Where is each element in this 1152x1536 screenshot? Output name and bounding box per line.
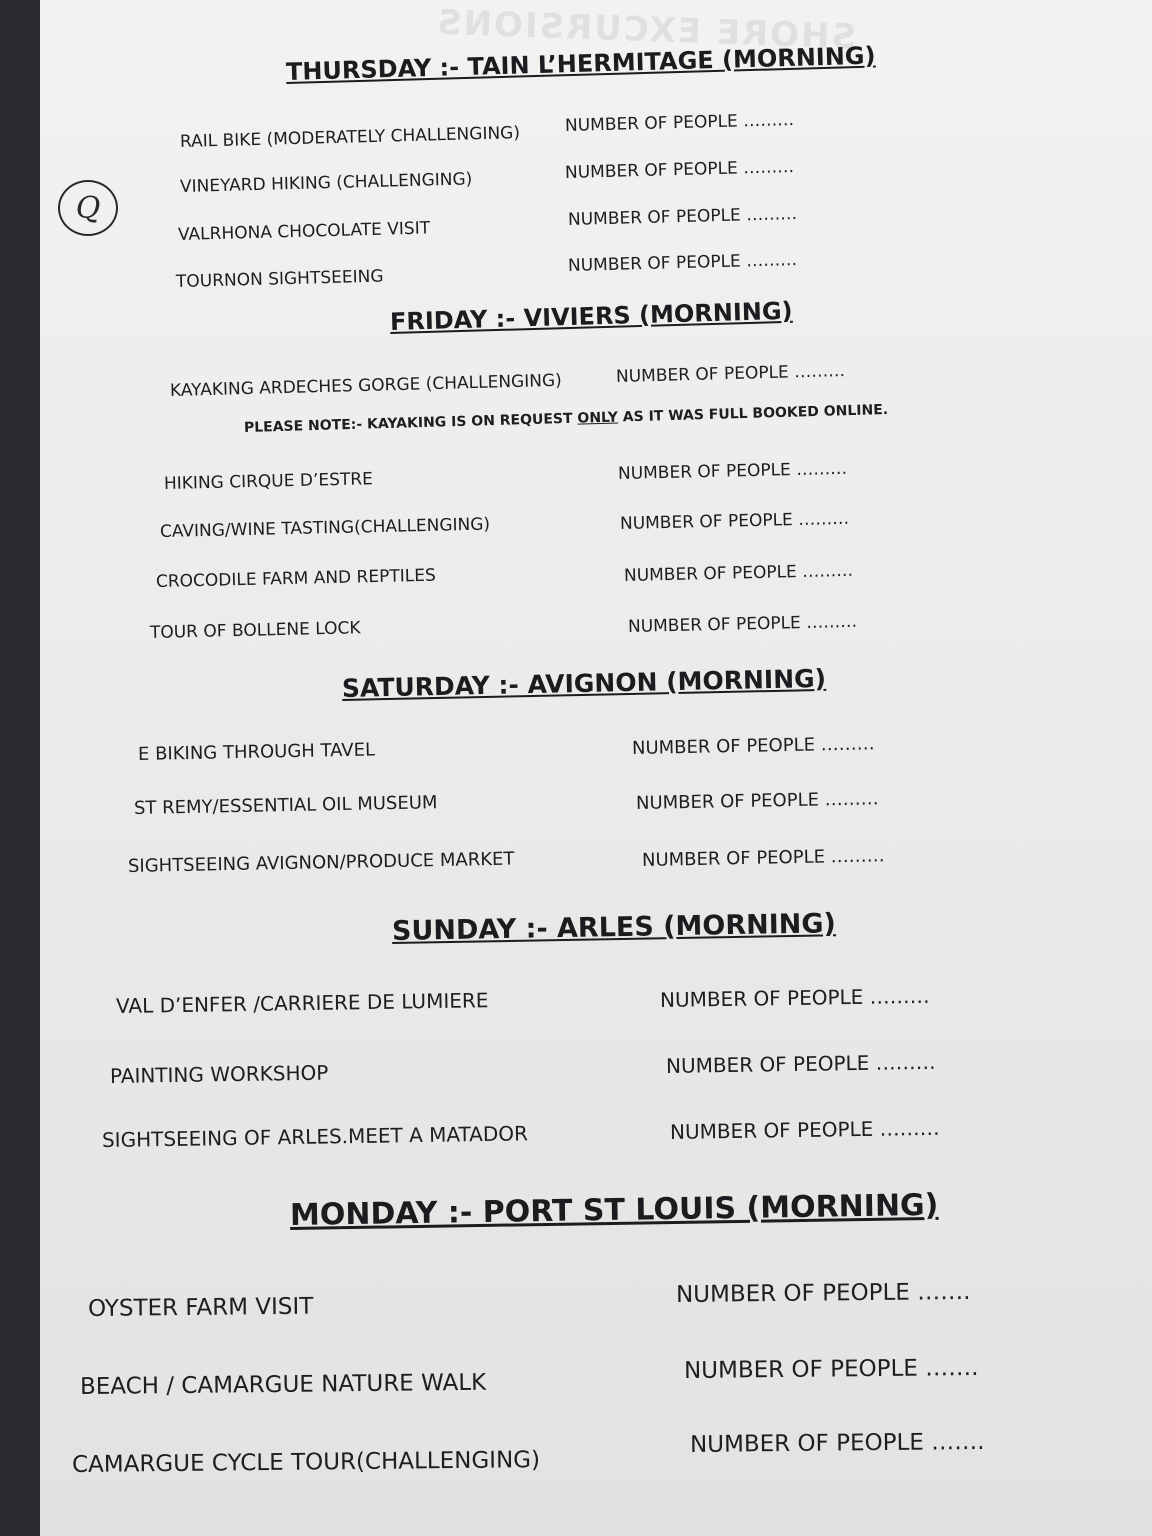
activity-label: TOURNON SIGHTSEEING — [175, 266, 384, 292]
activity-label: RAIL BIKE (MODERATELY CHALLENGING) — [179, 123, 521, 152]
note-text-start: PLEASE NOTE:- KAYAKING IS ON REQUEST — [243, 410, 578, 436]
people-count-field: NUMBER OF PEOPLE ……… — [665, 1049, 936, 1078]
people-count-field: NUMBER OF PEOPLE ……… — [669, 1115, 940, 1144]
people-count-field: NUMBER OF PEOPLE ……. — [689, 1428, 985, 1458]
handwritten-circle-mark: Q — [58, 180, 118, 236]
saturday-heading: SATURDAY :- AVIGNON (MORNING) — [341, 663, 827, 703]
people-count-field: NUMBER OF PEOPLE ……… — [564, 157, 795, 183]
activity-label: CAVING/WINE TASTING(CHALLENGING) — [159, 514, 491, 542]
note-text-end: AS IT WAS FULL BOOKED ONLINE. — [617, 402, 889, 426]
activity-label: CAMARGUE CYCLE TOUR(CHALLENGING) — [71, 1447, 541, 1478]
people-count-field: NUMBER OF PEOPLE ……… — [623, 560, 854, 586]
people-count-field: NUMBER OF PEOPLE ……… — [627, 611, 858, 637]
kayaking-note — [244, 402, 889, 436]
people-count-field: NUMBER OF PEOPLE ……… — [564, 110, 795, 136]
monday-heading: MONDAY :- PORT ST LOUIS (MORNING) — [289, 1187, 939, 1233]
activity-label: VALRHONA CHOCOLATE VISIT — [177, 218, 431, 245]
people-count-field: NUMBER OF PEOPLE ……… — [567, 204, 798, 230]
activity-label: VAL D’ENFER /CARRIERE DE LUMIERE — [115, 988, 489, 1018]
activity-label: CROCODILE FARM AND REPTILES — [155, 565, 436, 592]
people-count-field: NUMBER OF PEOPLE ……. — [683, 1354, 979, 1384]
activity-label: PAINTING WORKSHOP — [109, 1060, 329, 1088]
people-count-field: NUMBER OF PEOPLE ……… — [635, 788, 879, 814]
activity-label: KAYAKING ARDECHES GORGE (CHALLENGING) — [169, 370, 563, 401]
activity-label: ST REMY/ESSENTIAL OIL MUSEUM — [133, 792, 438, 819]
activity-label: TOUR OF BOLLENE LOCK — [149, 618, 361, 643]
activity-label: VINEYARD HIKING (CHALLENGING) — [179, 169, 473, 197]
people-count-field: NUMBER OF PEOPLE ……… — [631, 733, 875, 759]
thursday-heading: THURSDAY :- TAIN L’HERMITAGE (MORNING) — [285, 41, 876, 86]
bleed-through-text: SHORE EXCURSIONS — [434, 2, 857, 58]
activity-label: E BIKING THROUGH TAVEL — [137, 739, 376, 765]
people-count-field: NUMBER OF PEOPLE ……… — [659, 983, 930, 1012]
people-count-field: NUMBER OF PEOPLE ……… — [567, 250, 798, 276]
note-emphasis: ONLY — [577, 409, 619, 427]
activity-label: BEACH / CAMARGUE NATURE WALK — [79, 1369, 487, 1400]
people-count-field: NUMBER OF PEOPLE ……. — [675, 1278, 971, 1308]
friday-heading: FRIDAY :- VIVIERS (MORNING) — [389, 296, 793, 336]
activity-label: HIKING CIRQUE D’ESTRE — [163, 469, 374, 494]
people-count-field: NUMBER OF PEOPLE ……… — [619, 508, 850, 534]
activity-label: SIGHTSEEING OF ARLES.MEET A MATADOR — [101, 1121, 529, 1152]
activity-label: SIGHTSEEING AVIGNON/PRODUCE MARKET — [127, 848, 515, 877]
activity-label: OYSTER FARM VISIT — [87, 1293, 314, 1322]
sunday-heading: SUNDAY :- ARLES (MORNING) — [391, 908, 837, 947]
people-count-field: NUMBER OF PEOPLE ……… — [617, 458, 848, 484]
excursion-sheet — [40, 0, 1152, 1536]
people-count-field: NUMBER OF PEOPLE ……… — [641, 845, 885, 871]
people-count-field: NUMBER OF PEOPLE ……… — [615, 361, 846, 387]
